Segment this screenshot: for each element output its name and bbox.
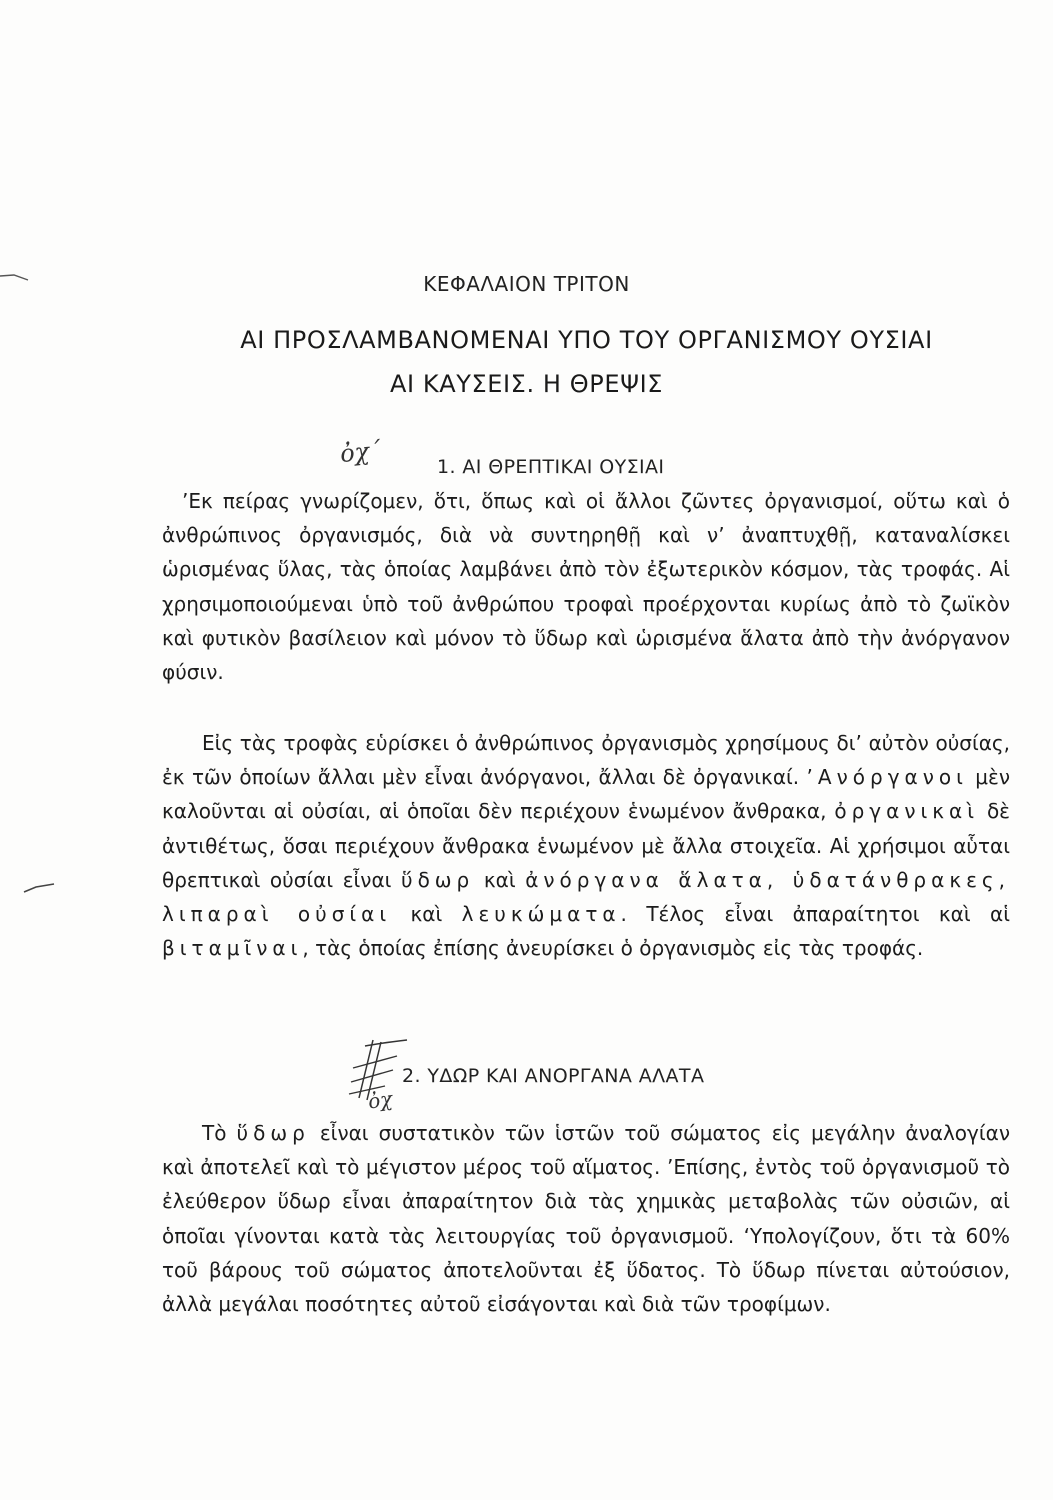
paragraph-text: μὲν καλοῦνται αἱ οὐσίαι, αἱ ὁποῖαι δὲν περιέχουν ἑνωμένον ἄνθρακα, <box>162 765 1010 824</box>
paragraph-text: . Τέλος εἶναι ἀπαραίτητοι καὶ αἱ <box>620 902 1010 927</box>
section-heading: 2. ΥΔΩΡ ΚΑΙ ΑΝΟΡΓΑΝΑ ΑΛΑΤΑ <box>402 1065 705 1087</box>
chapter-title-line-1: ΑΙ ΠΡΟΣΛΑΜΒΑΝΟΜΕΝΑΙ ΥΠΟ ΤΟΥ ΟΡΓΑΝΙΣΜΟΥ ΟΥΣΙΑΙ <box>240 326 933 354</box>
paragraph-text: Εἰς τὰς τροφὰς εὑρίσκει ὁ ἀνθρώπινος ὀργανισμὸς χρησίμους δι’ αὐτὸν οὐσίας, ἐκ τῶν ὁποίων ἄλλαι μὲν εἶναι ἀνόργανοι, ἄλλαι δὲ ὀργανικαί. <box>162 731 1010 790</box>
spaced-term: ’Ανόργανοι <box>806 765 968 790</box>
paragraph-text: καὶ <box>474 867 526 892</box>
chapter-title-line-2: ΑΙ ΚΑΥΣΕΙΣ. Η ΘΡΕΨΙΣ <box>389 370 664 398</box>
paragraph-text: Τὸ <box>202 1121 237 1145</box>
paragraph: ’Εκ πείρας γνωρίζομεν, ὅτι, ὅπως καὶ οἱ ἄλλοι ζῶντες ὀργανισμοί, οὕτω καὶ ὁ ἀνθρώπινος ὀργανισμός, διὰ νὰ συντηρηθῇ καὶ ν’ ἀναπτυχθῇ, καταναλίσκει ὡρισμένας ὕλας, τὰς ὁποίας λαμβάνει ἀπὸ τὸν ἐξωτερικὸν κόσμον, τὰς τροφάς. Αἱ χρησιμοποιούμεναι ὑπὸ τοῦ ἀνθρώπου τροφαὶ προέρχονται κυρίως ἀπὸ τὸ ζωϊκὸν καὶ φυτικὸν βασίλειον καὶ μόνον τὸ ὕδωρ καὶ ὡρισμένα ἅλατα ἀπὸ τὴν ἀνόργανον φύσιν. <box>162 489 1010 685</box>
paragraph-text: καὶ <box>391 902 462 927</box>
spaced-term: βιταμῖναι <box>162 936 303 961</box>
section-heading: 1. ΑΙ ΘΡΕΠΤΙΚΑΙ ΟΥΣΙΑΙ <box>437 456 665 478</box>
spaced-term: ὕδωρ <box>236 1121 310 1145</box>
chapter-label: ΚΕΦΑΛΑΙΟΝ ΤΡΙΤΟΝ <box>423 272 630 296</box>
paragraph-text: δὲ ἀντιθέτως, ὅσαι περιέχουν ἄνθρακα ἑνωμένον μὲ ἄλλα στοιχεῖα. Αἱ χρήσιμοι αὗται θρεπτικαὶ οὐσίαι εἶναι <box>162 799 1010 892</box>
paragraph <box>162 1116 1010 1321</box>
spaced-term: ὀργανικαὶ <box>834 799 980 824</box>
handwritten-note: ὀχ <box>366 1086 394 1114</box>
margin-mark <box>22 880 56 894</box>
spaced-term: λευκώματα <box>461 902 621 927</box>
spaced-term: ὕδωρ <box>401 867 475 892</box>
paragraph-text: , τὰς ὁποίας ἐπίσης ἀνευρίσκει ὁ ὀργανισμὸς εἰς τὰς τροφάς. <box>302 936 924 961</box>
paragraph-text: εἶναι συστατικὸν τῶν ἱστῶν τοῦ σώματος εἰς μεγάλην ἀναλογίαν καὶ ἀποτελεῖ καὶ τὸ μέγιστον μέρος τοῦ αἵματος. ’Επίσης, ἐντὸς τοῦ ὀργανισμοῦ τὸ ἐλεύθερον ὕδωρ εἶναι ἀπαραίτητον διὰ τὰς χημικὰς μεταβολὰς τῶν οὐσιῶν, αἱ ὁποῖαι γίνονται κατὰ τὰς λειτουργίας τοῦ ὀργανισμοῦ. ‘Υπολογίζουν, ὅτι τὰ 60% τοῦ βάρους τοῦ σώματος ἀποτελοῦνται ἐξ ὕδατος. Τὸ ὕδωρ πίνεται αὐτούσιον, ἀλλὰ μεγάλαι ποσότητες αὐτοῦ εἰσάγονται καὶ διὰ τῶν τροφίμων. <box>162 1121 1010 1317</box>
paragraph <box>162 726 1010 965</box>
handwritten-note: ὀχ΄ <box>338 435 383 469</box>
spaced-term: ἀνόργανα ἅλατα, ὑδατάνθρακες, λιπαραὶ οὐσίαι <box>162 867 1011 927</box>
